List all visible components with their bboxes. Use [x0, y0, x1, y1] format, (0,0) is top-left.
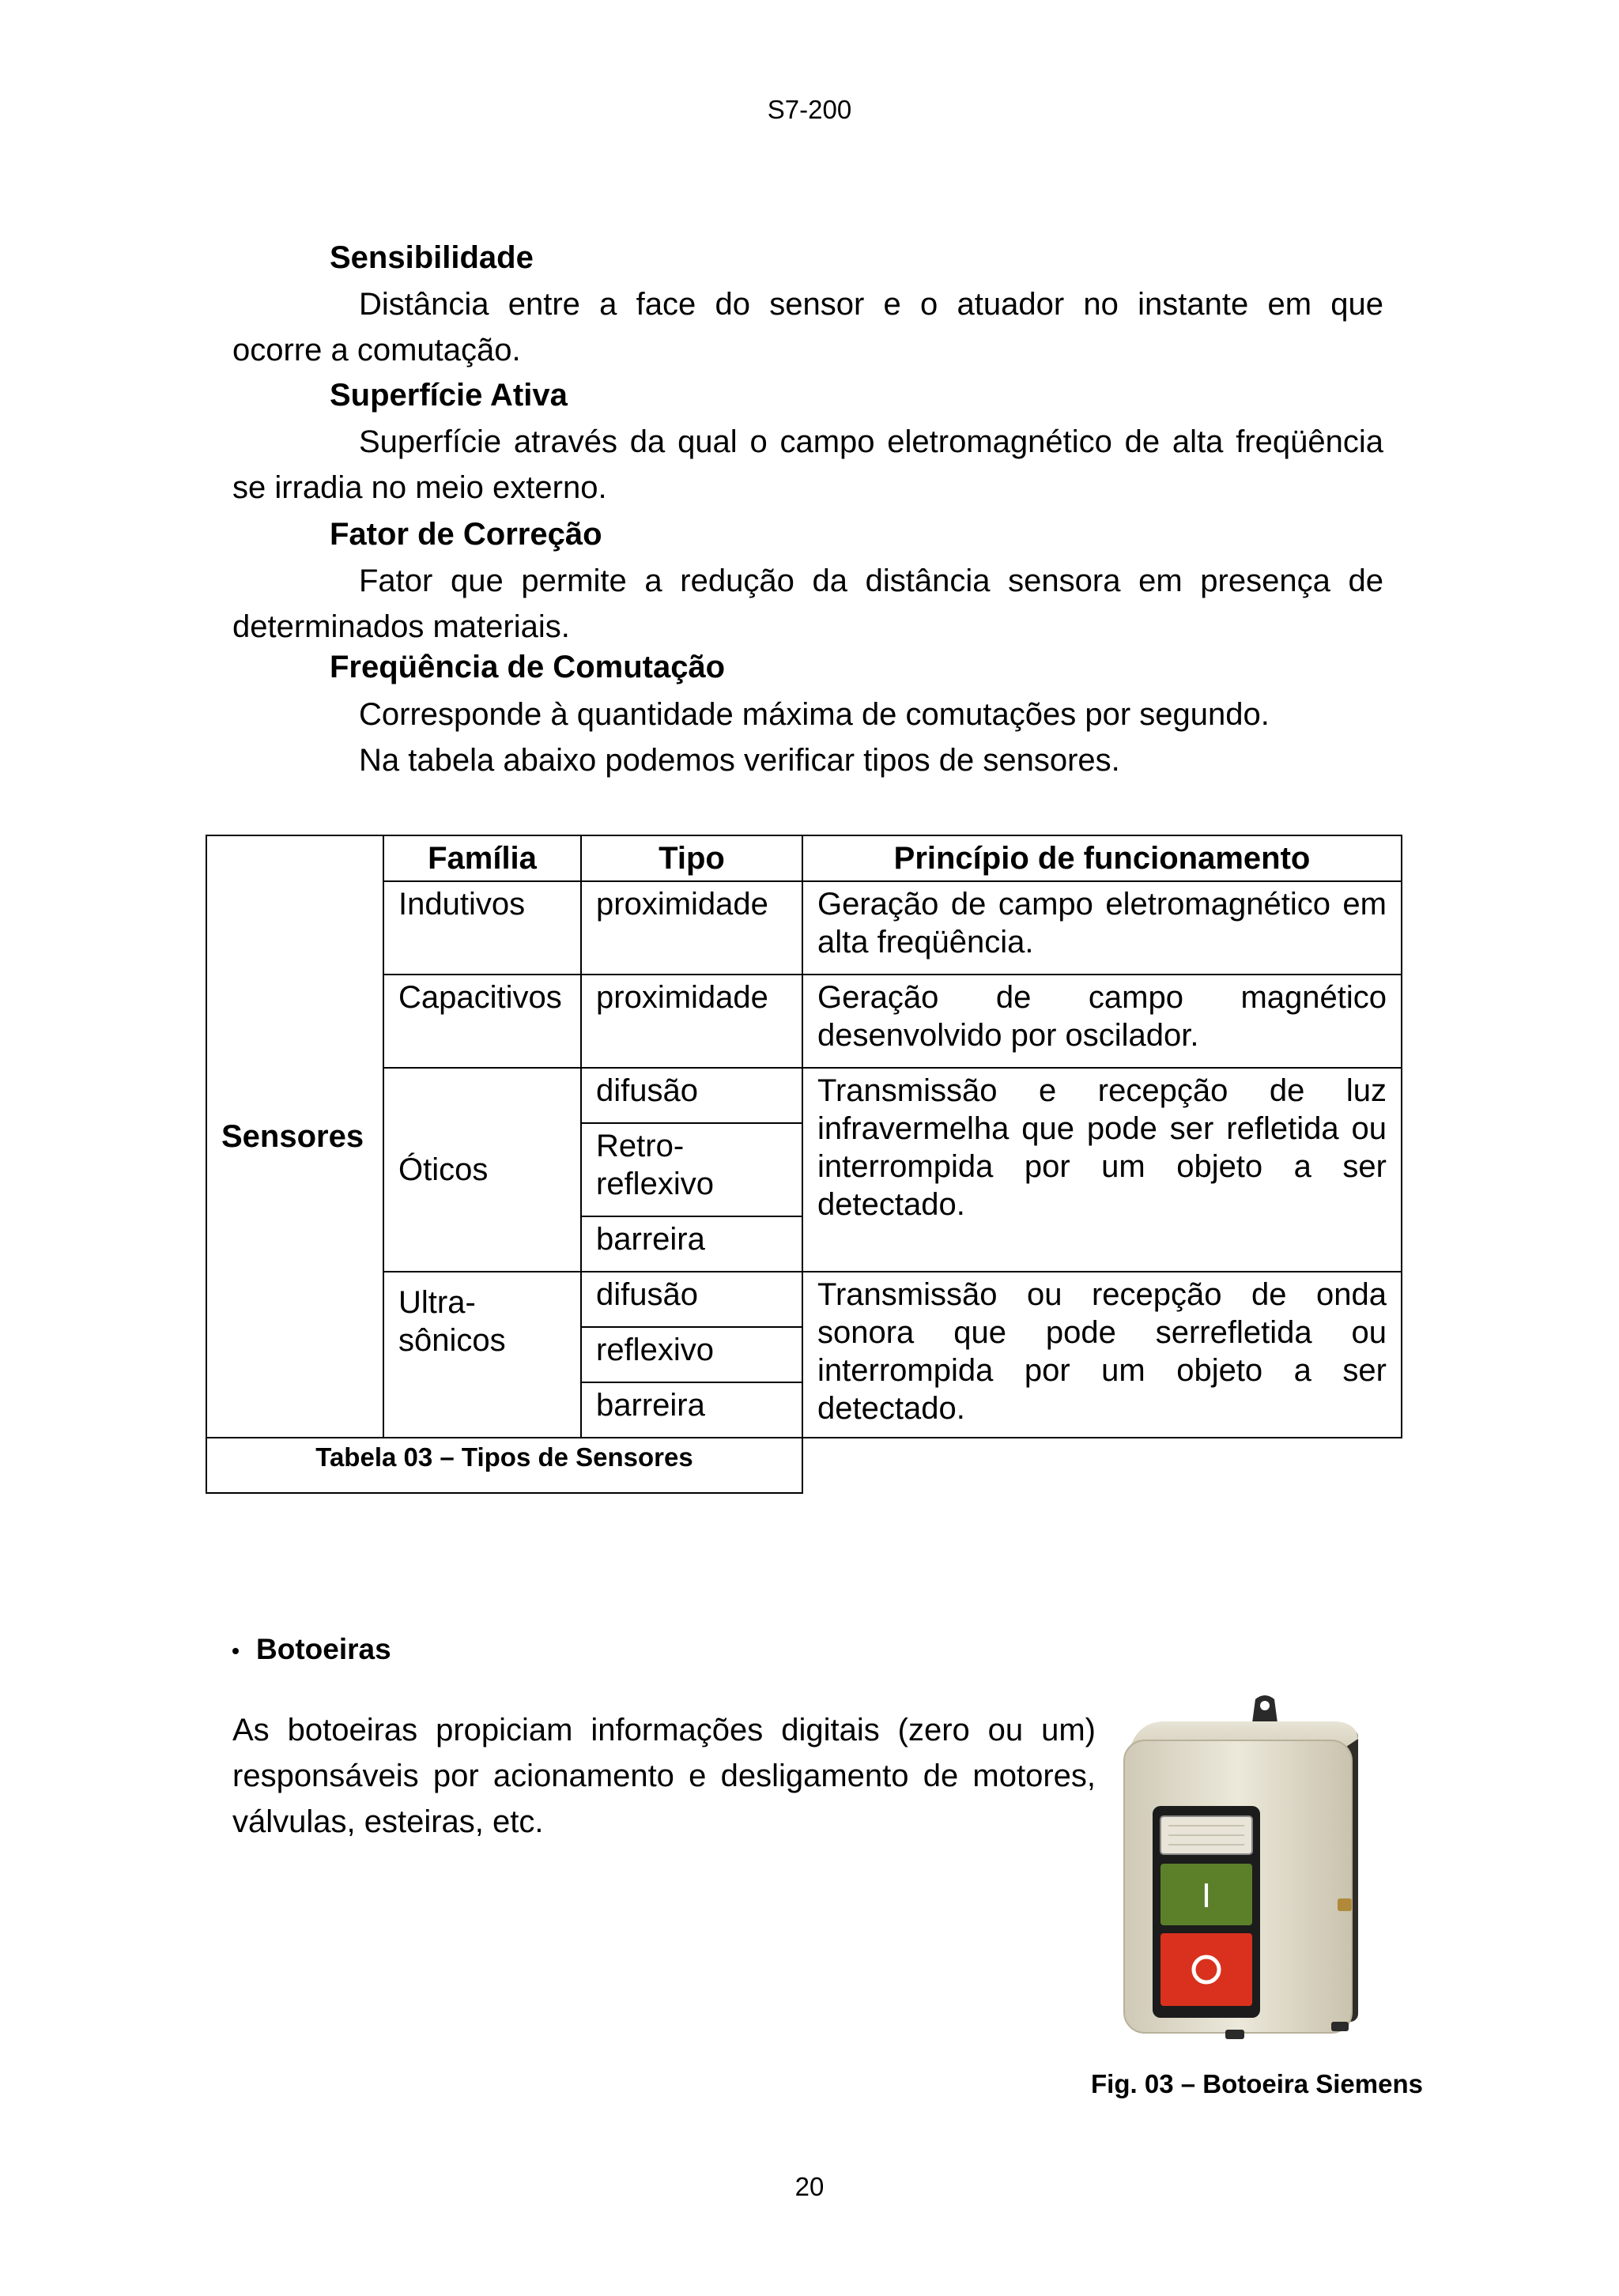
- bullet-icon: [232, 1648, 239, 1654]
- term-frequencia-comutacao: Freqüência de Comutação: [330, 650, 726, 684]
- bottom-gland: [1225, 2030, 1244, 2039]
- family-oticos: Óticos: [383, 1068, 581, 1272]
- table-empty-cell: [802, 1438, 1402, 1493]
- type-indutivos: proximidade: [581, 881, 802, 975]
- definition-superficie-ativa: [232, 419, 1383, 511]
- off-button: [1160, 1933, 1252, 2006]
- on-symbol: I: [1201, 1876, 1212, 1915]
- botoeiras-text: As botoeiras propiciam informações digitais (zero ou um) responsáveis por acionamento e desligamento de motores, válvulas, esteiras, etc.: [232, 1713, 1096, 1839]
- row-label-sensores: Sensores: [206, 835, 383, 1438]
- family-indutivos: Indutivos: [383, 881, 581, 975]
- botoeiras-heading-text: Botoeiras: [256, 1633, 391, 1665]
- term-sensibilidade: Sensibilidade: [330, 240, 534, 275]
- definition-first-line: Superfície através da qual o campo eletromagnético de alta freqüência: [359, 424, 1383, 459]
- header-principio: Princípio de funcionamento: [802, 835, 1402, 881]
- family-capacitivos: Capacitivos: [383, 975, 581, 1068]
- definition-first-line: Distância entre a face do sensor e o atuador no instante em que: [359, 287, 1383, 322]
- off-symbol-text: O: [1107, 1691, 1108, 1692]
- type-ultrassonicos-reflexivo: reflexivo: [581, 1327, 802, 1382]
- bottom-foot: [1331, 2022, 1349, 2031]
- definition-sensibilidade: [232, 281, 1383, 373]
- page-header: S7-200: [767, 95, 852, 124]
- definition-frequencia-comutacao: Corresponde à quantidade máxima de comutações por segundo.: [359, 697, 1270, 732]
- sensor-types-table: [206, 835, 1402, 1494]
- principle-capacitivos: Geração de campo magnético desenvolvido por oscilador.: [802, 975, 1402, 1068]
- page-number: 20: [794, 2172, 825, 2201]
- principle-oticos: Transmissão e recepção de luz infravermelha que pode ser refletida ou interrompida por um objeto a ser detectado.: [802, 1068, 1402, 1272]
- botoeiras-heading: [232, 1633, 391, 1666]
- type-ultrassonicos-barreira: barreira: [581, 1382, 802, 1438]
- side-screw: [1338, 1898, 1352, 1911]
- family-ultrassonicos: Ultra-sônicos: [383, 1272, 581, 1438]
- definition-first-line: Fator que permite a redução da distância sensora em presença de: [359, 564, 1383, 598]
- header-tipo: Tipo: [581, 835, 802, 881]
- header-familia: Família: [383, 835, 581, 881]
- type-ultrassonicos-difusao: difusão: [581, 1272, 802, 1327]
- figure-caption: Fig. 03 – Botoeira Siemens: [1091, 2069, 1423, 2098]
- botoeira-image: [1107, 1691, 1376, 2055]
- term-superficie-ativa: Superfície Ativa: [330, 378, 568, 413]
- definition-rest: se irradia no meio externo.: [232, 470, 607, 505]
- type-oticos-difusao: difusão: [581, 1068, 802, 1123]
- definition-rest: determinados materiais.: [232, 609, 570, 644]
- type-oticos-barreira: barreira: [581, 1216, 802, 1272]
- type-oticos-retro: Retro-reflexivo: [581, 1123, 802, 1216]
- type-capacitivos: proximidade: [581, 975, 802, 1068]
- definition-rest: ocorre a comutação.: [232, 333, 521, 368]
- principle-ultrassonicos: Transmissão ou recepção de onda sonora que pode serrefletida ou interrompida por um objeto a ser detectado.: [802, 1272, 1402, 1438]
- table-caption: Tabela 03 – Tipos de Sensores: [206, 1438, 802, 1493]
- term-fator-correcao: Fator de Correção: [330, 517, 602, 552]
- definition-fator-correcao: [232, 558, 1383, 650]
- principle-indutivos: Geração de campo eletromagnético em alta freqüência.: [802, 881, 1402, 975]
- intro-table-line: Na tabela abaixo podemos verificar tipos de sensores.: [359, 743, 1120, 778]
- mounting-lug: [1252, 1695, 1277, 1723]
